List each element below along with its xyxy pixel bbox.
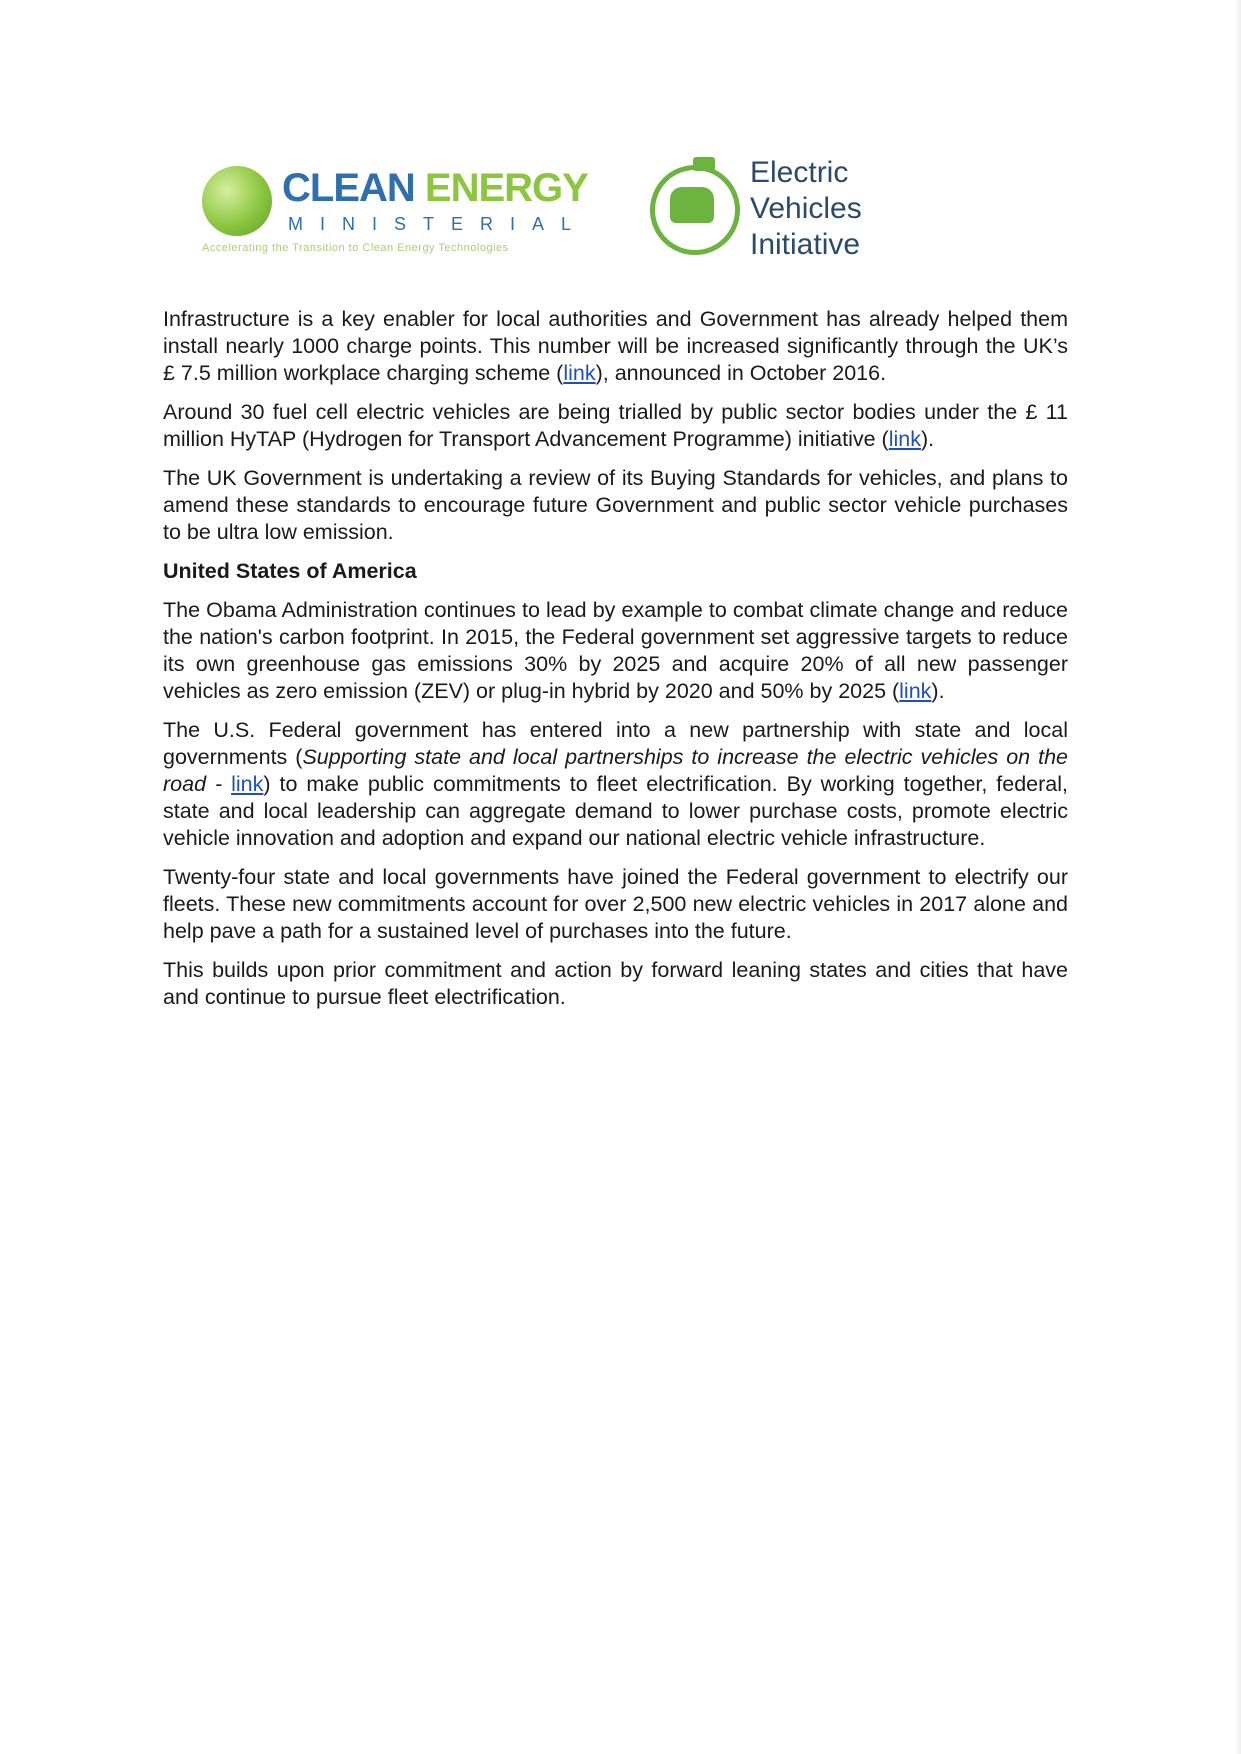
link[interactable]: link (899, 679, 932, 703)
link[interactable]: link (888, 427, 921, 451)
cem-subtitle: MINISTERIAL (288, 214, 589, 234)
paragraph-prior-commitment: This builds upon prior commitment and action by forward leaning states and cities that have and continue to pursue fleet electrification. (163, 958, 1068, 1009)
paragraph-obama-administration: The Obama Administration continues to lead by example to combat climate change and reduce the nation's carbon footprint. In 2015, the Federal government set aggressive targets to reduce its own greenhouse gas emissions 30% by 2025 and acquire 20% of all new passenger vehicles as zero emission (ZEV) or plug-in hybrid by 2020 and 50% by 2025 (link). (163, 598, 1068, 703)
paragraph-uk-infrastructure: Infrastructure is a key enabler for local authorities and Government has already helped them install nearly 1000 charge points. This number will be increased significantly through the UK’s £ 7.5 million workplace charging scheme (link), announced in October 2016. (163, 307, 1068, 385)
paragraph-hytap: Around 30 fuel cell electric vehicles are being trialled by public sector bodies under the £ 11 million HyTAP (Hydrogen for Transport Advancement Programme) initiative (link). (163, 400, 1068, 451)
evi-text: Electric Vehicles Initiative (750, 156, 862, 261)
paragraph-federal-partnership: The U.S. Federal government has entered into a new partnership with state and local governments (Supporting state and local partnerships to increase the electric vehicles on the road - link) to make public commitments to fleet electrification. By working together, federal, state and local leadership can aggregate demand to lower purchase costs, promote electric vehicle innovation and adoption and expand our national electric vehicle infrastructure. (163, 718, 1069, 850)
electric-vehicles-initiative-logo (648, 155, 888, 265)
cem-title: CLEAN ENERGY (282, 166, 588, 210)
plug-icon (693, 157, 715, 171)
car-icon (670, 187, 714, 223)
document-body (163, 306, 1068, 1023)
cem-tagline: Accelerating the Transition to Clean Energy Technologies (202, 242, 509, 254)
link[interactable]: link (231, 772, 264, 796)
globe-icon (202, 166, 272, 236)
section-heading-usa: United States of America (163, 559, 417, 583)
link[interactable]: link (563, 361, 596, 385)
clean-energy-ministerial-logo (200, 160, 610, 260)
page-edge (1235, 0, 1241, 1754)
paragraph-buying-standards: The UK Government is undertaking a review of its Buying Standards for vehicles, and plans to amend these standards to encourage future Government and public sector vehicle purchases to be ultra low emission. (163, 466, 1068, 544)
paragraph-state-commitments: Twenty-four state and local governments have joined the Federal government to electrify our fleets. These new commitments account for over 2,500 new electric vehicles in 2017 alone and help pave a path for a sustained level of purchases into the future. (163, 865, 1068, 943)
